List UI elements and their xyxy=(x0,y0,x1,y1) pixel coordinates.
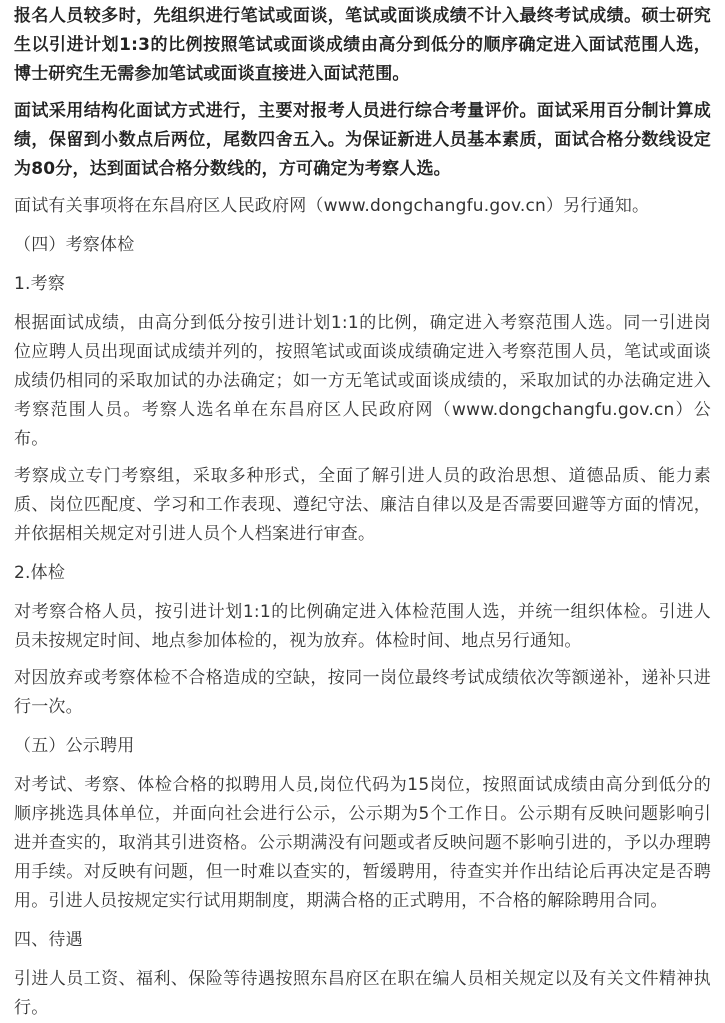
paragraph-vacancy-fill: 对因放弃或考察体检不合格造成的空缺，按同一岗位最终考试成绩依次等额递补，递补只进行一次。 xyxy=(14,668,711,717)
section-heading-inspection-exam: （四）考察体检 xyxy=(14,235,135,255)
paragraph-written-test-rule: 报名人员较多时，先组织进行笔试或面谈，笔试或面谈成绩不计入最终考试成绩。硕士研究生以引进计划1:3的比例按照笔试或面谈成绩由高分到低分的顺序确定进入面试范围人选，博士研究生无需参加笔试或面谈直接进入面试范围。 xyxy=(14,6,711,84)
paragraph-interview-notice: 面试有关事项将在东昌府区人民政府网（www.dongchangfu.gov.cn）另行通知。 xyxy=(14,196,650,216)
paragraph-benefits: 引进人员工资、福利、保险等待遇按照东昌府区在职在编人员相关规定以及有关文件精神执行。 xyxy=(14,969,711,1018)
section-heading-benefits: 四、待遇 xyxy=(14,930,83,950)
section-heading-publicity-hiring: （五）公示聘用 xyxy=(14,736,135,756)
subheading-inspection: 1.考察 xyxy=(14,274,66,294)
paragraph-inspection-selection: 根据面试成绩，由高分到低分按引进计划1:1的比例，确定进入考察范围人选。同一引进岗位应聘人员出现面试成绩并列的，按照笔试或面谈成绩确定进入考察范围人员，笔试或面谈成绩仍相同的采取加试的办法确定；如一方无笔试或面谈成绩的，采取加试的办法确定进入考察范围人员。考察人选名单在东昌府区人民政府网（www.dongchangfu.gov.cn）公布。 xyxy=(14,313,711,449)
paragraph-inspection-team: 考察成立专门考察组，采取多种形式，全面了解引进人员的政治思想、道德品质、能力素质、岗位匹配度、学习和工作表现、遵纪守法、廉洁自律以及是否需要回避等方面的情况，并依据相关规定对引进人员个人档案进行审查。 xyxy=(14,466,711,544)
paragraph-physical-exam: 对考察合格人员，按引进计划1:1的比例确定进入体检范围人选，并统一组织体检。引进人员未按规定时间、地点参加体检的，视为放弃。体检时间、地点另行通知。 xyxy=(14,602,711,651)
paragraph-interview-method: 面试采用结构化面试方式进行，主要对报考人员进行综合考量评价。面试采用百分制计算成绩，保留到小数点后两位，尾数四舍五入。为保证新进人员基本素质，面试合格分数线设定为80分，达到面试合格分数线的，方可确定为考察人选。 xyxy=(14,101,711,179)
paragraph-publicity-hiring: 对考试、考察、体检合格的拟聘用人员,岗位代码为15岗位，按照面试成绩由高分到低分的顺序挑选具体单位，并面向社会进行公示，公示期为5个工作日。公示期有反映问题影响引进并查实的，取消其引进资格。公示期满没有问题或者反映问题不影响引进的，予以办理聘用手续。对反映有问题，但一时难以查实的，暂缓聘用，待查实并作出结论后再决定是否聘用。引进人员按规定实行试用期制度，期满合格的正式聘用，不合格的解除聘用合同。 xyxy=(14,775,711,911)
subheading-physical-exam: 2.体检 xyxy=(14,563,66,583)
